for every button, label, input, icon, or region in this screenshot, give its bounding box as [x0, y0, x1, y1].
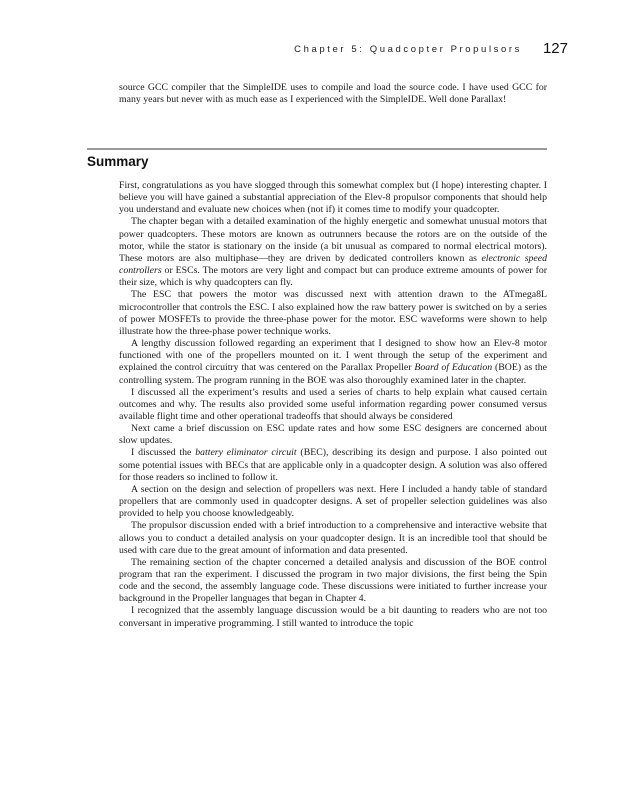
running-head: Chapter 5: Quadcopter Propulsors	[294, 44, 522, 55]
summary-paragraph-6: Next came a brief discussion on ESC update rates and how some ESC designers are concerned about slow updates.	[119, 423, 547, 447]
italic-term: electronic speed controllers	[119, 252, 547, 277]
text-span: I discussed the	[131, 447, 196, 459]
text-span: (BEC), describing its design and purpose. I also pointed out some potential issues with BECs that are applicable only in a quadcopter design. A solution was also offered for those readers so inclined to follow it.	[119, 447, 547, 483]
section-title: Summary	[87, 154, 149, 169]
summary-paragraph-11: I recognized that the assembly language discussion would be a bit daunting to readers who are not too conversant in imperative programming. I still wanted to introduce the topic	[119, 605, 547, 629]
summary-paragraph-9: The propulsor discussion ended with a brief introduction to a comprehensive and interactive website that allows you to conduct a detailed analysis on your quadcopter design. It is an incredible tool that should be used with care due to the great amount of information and data presented.	[119, 520, 547, 556]
summary-paragraph-3: The ESC that powers the motor was discussed next with attention drawn to the ATmega8L microcontroller that controls the ESC. I also explained how the raw battery power is switched on by a series of power MOSFETs to provide the three-phase power for the motor. ESC waveforms were shown to help illustrate how the three-phase power technique works.	[119, 289, 547, 337]
summary-paragraph-8: A section on the design and selection of propellers was next. Here I included a handy table of standard propellers that are commonly used in quadcopter designs. A set of propeller selection guidelines was also provided to help you choose knowledgeably.	[119, 483, 547, 520]
page-number: 127	[542, 40, 568, 57]
summary-paragraph-5: I discussed all the experiment’s results and used a series of charts to help explain what caused certain outcomes and why. The results also provided some useful information regarding power consumed versus available flight time and other operational tradeoffs that should always be considered	[119, 386, 547, 422]
italic-term: battery eliminator circuit	[195, 447, 297, 459]
text-span: A lengthy discussion followed regarding an experiment that I designed to show how an Elev-8 motor functioned with one of the propellers mounted on it. I went through the setup of the experiment and explained the control circuitry that was centered on the Parallax Propeller	[119, 338, 547, 374]
summary-body	[119, 180, 547, 630]
section-divider	[87, 148, 547, 150]
summary-paragraph-10: The remaining section of the chapter concerned a detailed analysis and discussion of the BOE control program that ran the experiment. I discussed the program in two major divisions, the first being the Spin code and the second, the assembly language code. These discussions were initiated to further increase your background in the Propeller languages that began in Chapter 4.	[119, 556, 547, 605]
text-span: or ESCs. The motors are very light and compact but can produce extreme amounts of power for their size, which is why quadcopters can fly.	[119, 265, 547, 289]
intro-paragraph: source GCC compiler that the SimpleIDE uses to compile and load the source code. I have used GCC for many years but never with as much ease as I experienced with the SimpleIDE. Well done Parallax!	[119, 82, 547, 106]
summary-paragraph-1: First, congratulations as you have slogged through this somewhat complex but (I hope) interesting chapter. I believe you will have gained a substantial appreciation of the Elev-8 propulsor components that should help you understand and evaluate new choices when (not if) it comes time to modify your quadcopter.	[119, 180, 547, 216]
italic-term: Board of Education	[414, 362, 493, 374]
summary-paragraph-4	[119, 338, 547, 387]
text-span: (BOE) as the controlling system. The program running in the BOE was also thoroughly examined later in the chapter.	[119, 362, 547, 386]
text-span: The chapter began with a detailed examination of the highly energetic and somewhat unusual motors that power quadcopters. These motors are known as outrunners because the rotors are on the outside of the motor, while the stator is stationary on the inside (a bit unusual as compared to normal electrical motors). These motors are also multiphase—they are driven by dedicated controllers known as	[119, 216, 547, 264]
intro-paragraph-block	[119, 82, 547, 106]
summary-paragraph-7	[119, 447, 547, 483]
summary-paragraph-2	[119, 216, 547, 289]
